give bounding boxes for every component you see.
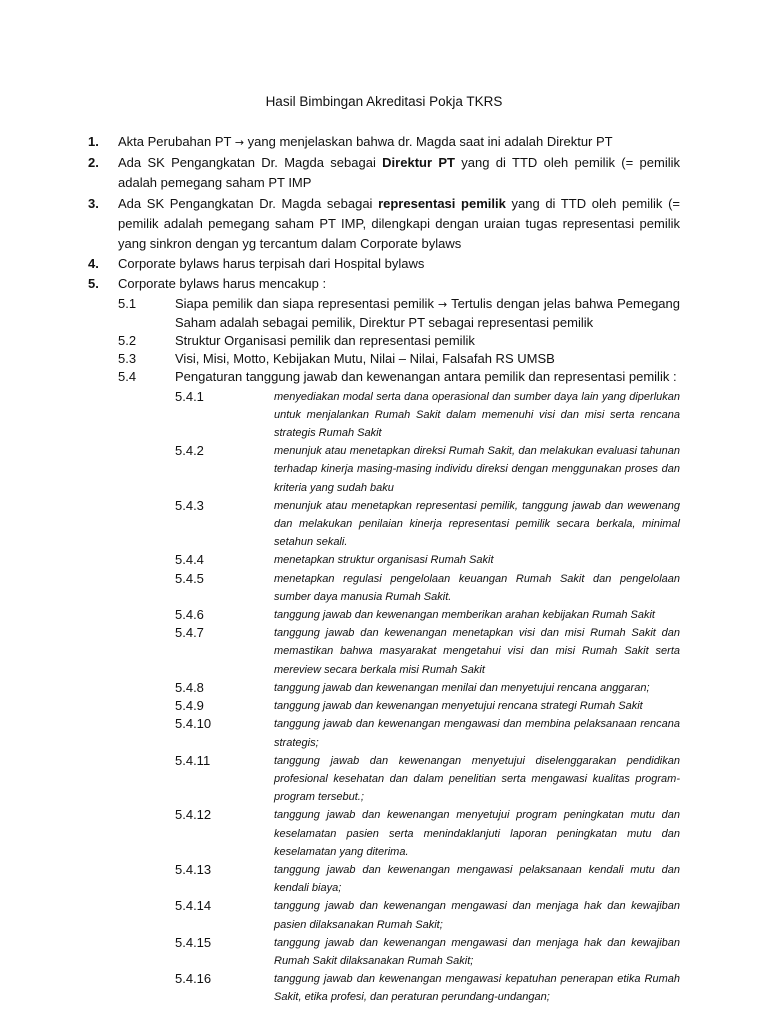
- subsub-list-item: [175, 624, 680, 679]
- subsub-item-text: menyediakan modal serta dana operasional dan sumber daya lain yang diperlukan untuk menjalankan Rumah Sakit dalam memenuhi visi dan misi serta rencana strategis Rumah Sakit: [274, 390, 680, 440]
- sub-item-text: [175, 296, 680, 330]
- subsub-list-item: [175, 697, 680, 715]
- list-item-text: [118, 134, 613, 149]
- text-run: Corporate bylaws harus mencakup :: [118, 276, 327, 292]
- subsub-item-text: tanggung jawab dan kewenangan menilai dan menyetujui rencana anggaran;: [274, 681, 650, 694]
- subsub-item-text: menetapkan struktur organisasi Rumah Sakit: [274, 554, 494, 567]
- subsub-item-number: 5.4.11: [175, 752, 211, 768]
- list-item-number: 4.: [88, 256, 99, 272]
- subsub-item-number: 5.4.4: [175, 552, 204, 568]
- subsub-list-item: [175, 497, 680, 552]
- list-item-text: [118, 276, 326, 291]
- subsub-item-number: 5.4.7: [175, 625, 204, 641]
- subsub-list-item: [175, 388, 680, 443]
- subsub-list-item: [175, 752, 680, 807]
- subsub-item-text: tanggung jawab dan kewenangan mengawasi kepatuhan penerapan etika Rumah Sakit, etika profesi, dan peraturan perundang-undangan;: [274, 973, 680, 1004]
- sub-list-item: [118, 332, 680, 350]
- main-list: [88, 132, 680, 1007]
- subsub-item-text: tanggung jawab dan kewenangan menyetujui diselenggarakan pendidikan profesional kesehatan dan dalam penelitian serta mengawasi kualitas program-program tersebut.;: [274, 754, 680, 804]
- subsub-item-text: tanggung jawab dan kewenangan menyetujui rencana strategi Rumah Sakit: [274, 700, 643, 713]
- subsub-item-number: 5.4.15: [175, 934, 212, 950]
- subsub-list-item: [175, 442, 680, 497]
- text-run: yang menjelaskan bahwa dr. Magda saat ini adalah Direktur PT: [244, 134, 613, 149]
- subsub-item-number: 5.4.5: [175, 570, 204, 586]
- subsub-item-number: 5.4.8: [175, 679, 204, 695]
- sub-list-item: [118, 295, 680, 332]
- list-item: [88, 132, 680, 153]
- subsub-item-text: tanggung jawab dan kewenangan menyetujui program peningkatan mutu dan keselamatan pasien serta menindaklanjuti laporan peningkatan mutu dan keselamatan yang diterima.: [274, 809, 680, 858]
- sub-item-number: 5.1: [118, 295, 137, 311]
- text-run: yang di TTD oleh pemilik (= pemilik adalah pemegang saham PT IMP, dilengkapi dengan uraian tugas representasi pemilik yang sinkron dengan yg tercantum dalam Corporate bylaws: [118, 195, 680, 252]
- text-run: Direktur PT: [382, 155, 455, 171]
- sub-list: [88, 295, 680, 387]
- arrow-right-icon: →: [438, 297, 448, 311]
- subsub-list: [145, 388, 680, 1007]
- subsub-item-text: tanggung jawab dan kewenangan menetapkan visi dan misi Rumah Sakit dan memastikan bahwa masyarakat mengetahui visi dan misi Rumah Sakit serta mereview secara berkala misi Rumah Sakit: [274, 627, 680, 676]
- subsub-list-item: [175, 606, 680, 624]
- subsub-list-item: [175, 551, 680, 569]
- subsub-item-number: 5.4.9: [175, 698, 204, 714]
- subsub-item-number: 5.4.13: [175, 861, 212, 877]
- text-run: Visi, Misi, Motto, Kebijakan Mutu, Nilai – Nilai, Falsafah RS UMSB: [175, 351, 555, 367]
- sub-item-text: [175, 369, 677, 384]
- sub-item-number: 5.3: [118, 351, 137, 367]
- text-run: Ada SK Pengangkatan Dr. Magda sebagai: [118, 195, 379, 211]
- list-item-text: [118, 256, 424, 271]
- text-run: yang di TTD oleh pemilik (= pemilik adalah pemegang saham PT IMP: [118, 155, 680, 191]
- list-item-number: 3.: [88, 195, 99, 211]
- sub-item-number: 5.2: [118, 333, 137, 349]
- subsub-item-text: tanggung jawab dan kewenangan mengawasi dan membina pelaksanaan rencana strategis;: [274, 718, 680, 749]
- subsub-list-item: [175, 715, 680, 751]
- subsub-list-item: [175, 679, 680, 697]
- list-item-number: 5.: [88, 276, 99, 292]
- sub-item-number: 5.4: [118, 369, 137, 385]
- subsub-item-text: menetapkan regulasi pengelolaan keuangan Rumah Sakit dan pengelolaan sumber daya manusia Rumah Sakit.: [274, 572, 680, 603]
- sub-list-item: [118, 368, 680, 386]
- subsub-list-item: [175, 934, 680, 970]
- subsub-item-text: tanggung jawab dan kewenangan mengawasi pelaksanaan kendali mutu dan kendali biaya;: [274, 863, 680, 895]
- text-run: Pengaturan tanggung jawab dan kewenangan antara pemilik dan representasi pemilik :: [175, 369, 677, 385]
- text-run: representasi pemilik: [378, 195, 506, 211]
- subsub-item-text: tanggung jawab dan kewenangan memberikan arahan kebijakan Rumah Sakit: [274, 609, 655, 622]
- subsub-item-text: menunjuk atau menetapkan direksi Rumah Sakit, dan melakukan evaluasi tahunan terhadap kinerja masing-masing individu direksi dengan menggunakan proses dan kriteria yang sudah baku: [274, 445, 680, 494]
- subsub-list-item: [175, 897, 680, 933]
- subsub-item-number: 5.4.16: [175, 971, 212, 987]
- text-run: Siapa pemilik dan siapa representasi pemilik: [175, 295, 439, 311]
- subsub-item-number: 5.4.14: [175, 898, 212, 914]
- list-item: [88, 274, 680, 294]
- arrow-right-icon: →: [234, 136, 245, 149]
- subsub-item-number: 5.4.12: [175, 807, 212, 823]
- subsub-item-number: 5.4.1: [175, 388, 204, 404]
- text-run: Ada SK Pengangkatan Dr. Magda sebagai: [118, 155, 383, 171]
- subsub-item-text: tanggung jawab dan kewenangan mengawasi dan menjaga hak dan kewajiban pasien dilaksanakan Rumah Sakit;: [274, 900, 680, 931]
- subsub-list-item: [175, 570, 680, 606]
- subsub-item-number: 5.4.10: [175, 716, 212, 732]
- list-item-text: [118, 155, 680, 190]
- list-item: [88, 153, 680, 193]
- sub-list-item: [118, 350, 680, 368]
- subsub-item-number: 5.4.6: [175, 607, 204, 623]
- list-item-number: 2.: [88, 155, 99, 171]
- subsub-item-text: menunjuk atau menetapkan representasi pemilik, tanggung jawab dan wewenang dan melakukan penilaian kinerja representasi pemilik secara berkala, minimal setahun sekali.: [274, 499, 680, 549]
- list-item-text: [118, 196, 680, 251]
- text-run: Corporate bylaws harus terpisah dari Hospital bylaws: [118, 256, 425, 272]
- list-item: [88, 254, 680, 274]
- text-run: Akta Perubahan PT: [118, 134, 235, 149]
- sub-item-text: [175, 351, 555, 366]
- text-run: Struktur Organisasi pemilik dan representasi pemilik: [175, 333, 475, 349]
- subsub-list-item: [175, 861, 680, 897]
- list-item-number: 1.: [88, 134, 99, 149]
- list-item: [88, 194, 680, 255]
- subsub-item-text: tanggung jawab dan kewenangan mengawasi dan menjaga hak dan kewajiban Rumah Sakit dilaksanakan Rumah Sakit;: [274, 936, 680, 967]
- subsub-list-item: [175, 806, 680, 861]
- subsub-item-number: 5.4.2: [175, 443, 204, 459]
- subsub-list-item: [175, 970, 680, 1006]
- sub-item-text: [175, 333, 475, 348]
- document-title: Hasil Bimbingan Akreditasi Pokja TKRS: [265, 94, 503, 109]
- subsub-item-number: 5.4.3: [175, 497, 204, 513]
- text-run: Tertulis dengan jelas bahwa Pemegang Saham adalah sebagai pemilik, Direktur PT sebagai representasi pemilik: [175, 295, 680, 330]
